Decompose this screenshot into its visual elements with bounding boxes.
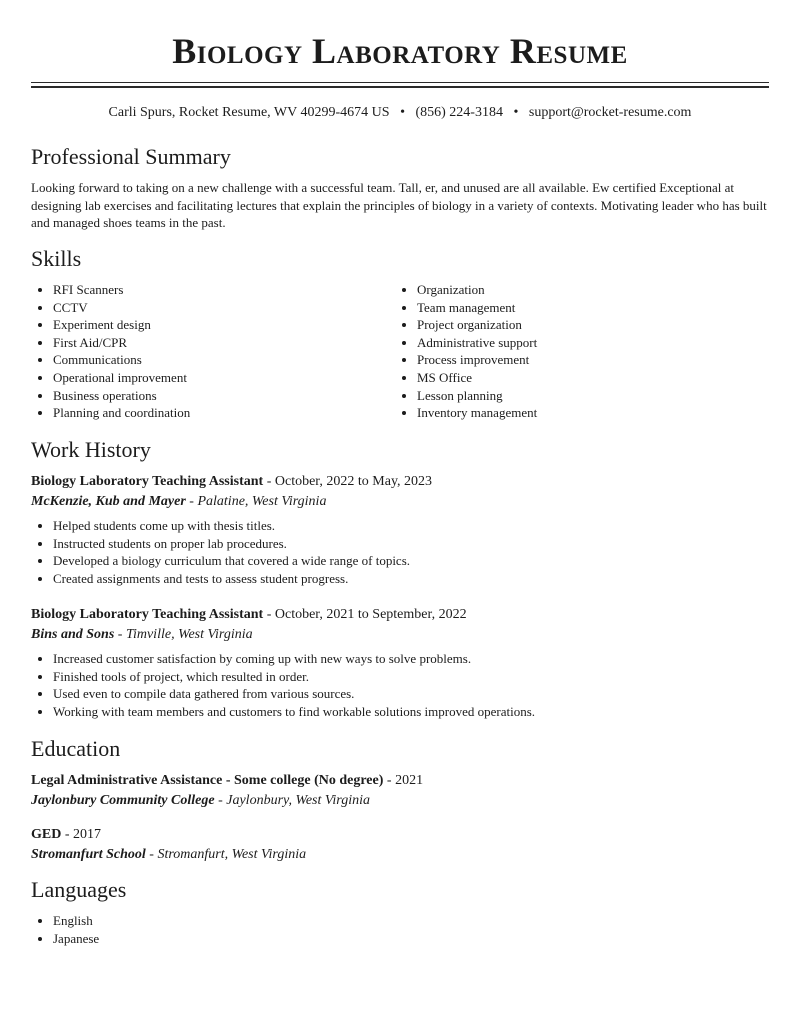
degree-line [31,771,769,791]
skill-item: • First Aid/CPR [53,334,391,352]
contact-phone: (856) 224-3184 [415,105,503,120]
title-divider-thin [31,82,769,83]
employer-name: McKenzie, Kub and Mayer [31,494,186,509]
languages-heading: Languages [31,877,127,902]
degree-year: 2017 [73,827,102,842]
employer-name: Bins and Sons [31,627,115,642]
contact-separator: • [400,105,405,120]
school-dash: - [214,793,227,808]
employer-dash: - [114,627,126,642]
employer-dash: - [185,494,198,509]
language-item: • English [53,912,769,930]
employer-line [31,492,769,512]
job-bullet: • Developed a biology curriculum that covered a wide range of topics. [53,552,769,570]
job-title: Biology Laboratory Teaching Assistant [31,607,264,622]
job-bullet: • Created assignments and tests to assess student progress. [53,570,769,588]
skill-item: • Planning and coordination [53,404,391,422]
job-dash: - [263,474,275,489]
contact-separator: • [513,105,519,120]
job-bullet: • Working with team members and customers to find workable solutions improved operations. [53,703,769,721]
job-title-line [31,472,769,492]
job-bullet: • Instructed students on proper lab procedures. [53,535,769,553]
skill-item: • RFI Scanners [53,281,391,299]
employer-line [31,625,769,645]
skill-item: • Team management [417,299,769,317]
school-dash: - [145,847,158,862]
job-title-line [31,605,769,625]
resume-title: Biology Laboratory Resume [172,31,628,71]
skill-item: • CCTV [53,299,391,317]
education-heading: Education [31,736,121,761]
contact-address: Carli Spurs, Rocket Resume, WV 40299-4674 US [108,105,390,120]
resume-page [31,0,769,946]
job-entry [31,605,769,720]
job-title: Biology Laboratory Teaching Assistant [31,474,264,489]
title-divider-thick [31,86,769,88]
contact-line [31,104,769,122]
degree-line [31,825,769,845]
languages-list [31,912,769,947]
job-bullet: • Helped students come up with thesis titles. [53,517,769,535]
degree-name: Legal Administrative Assistance - Some college (No degree) [31,773,384,788]
language-item: • Japanese [53,930,769,948]
job-entry [31,472,769,587]
job-bullet: • Increased customer satisfaction by coming up with new ways to solve problems. [53,650,769,668]
education-entry [31,825,769,865]
job-bullet: • Finished tools of project, which resulted in order. [53,668,769,686]
skill-item: • Process improvement [417,351,769,369]
skill-item: • Inventory management [417,404,769,422]
skill-item: • Business operations [53,387,391,405]
employer-location: Timville, West Virginia [125,627,253,642]
school-name: Jaylonbury Community College [31,793,215,808]
summary-text: Looking forward to taking on a new challenge with a successful team. Tall, er, and unused are all available. Ew certified Exceptional at designing lab exercises and facilitating lectures that explain the principles of biology in a variety of contexts. Motivating leader who has built and managed shoes teams in the past. [31,180,767,230]
job-dates: October, 2021 to September, 2022 [274,607,467,622]
school-location: Jaylonbury, West Virginia [226,793,370,808]
school-line [31,791,769,811]
skill-item: • Lesson planning [417,387,769,405]
degree-year: 2021 [395,773,424,788]
job-dash: - [263,607,275,622]
degree-dash: - [61,827,74,842]
skill-item: • Experiment design [53,316,391,334]
contact-email: support@rocket-resume.com [528,105,692,120]
skill-item: • Operational improvement [53,369,391,387]
school-location: Stromanfurt, West Virginia [157,847,307,862]
skills-heading: Skills [31,246,82,271]
skill-item: • MS Office [417,369,769,387]
job-bullet: • Used even to compile data gathered from various sources. [53,685,769,703]
skill-item: • Project organization [417,316,769,334]
work-history-heading: Work History [31,437,151,462]
skill-item: • Organization [417,281,769,299]
skills-column-right [395,281,769,422]
employer-location: Palatine, West Virginia [197,494,327,509]
education-entry [31,771,769,811]
job-dates: October, 2022 to May, 2023 [274,474,433,489]
summary-heading: Professional Summary [31,144,231,169]
skills-column-left [31,281,391,422]
degree-name: GED [31,827,62,842]
school-line [31,845,769,865]
school-name: Stromanfurt School [31,847,146,862]
degree-dash: - [383,773,396,788]
skill-item: • Communications [53,351,391,369]
skill-item: • Administrative support [417,334,769,352]
